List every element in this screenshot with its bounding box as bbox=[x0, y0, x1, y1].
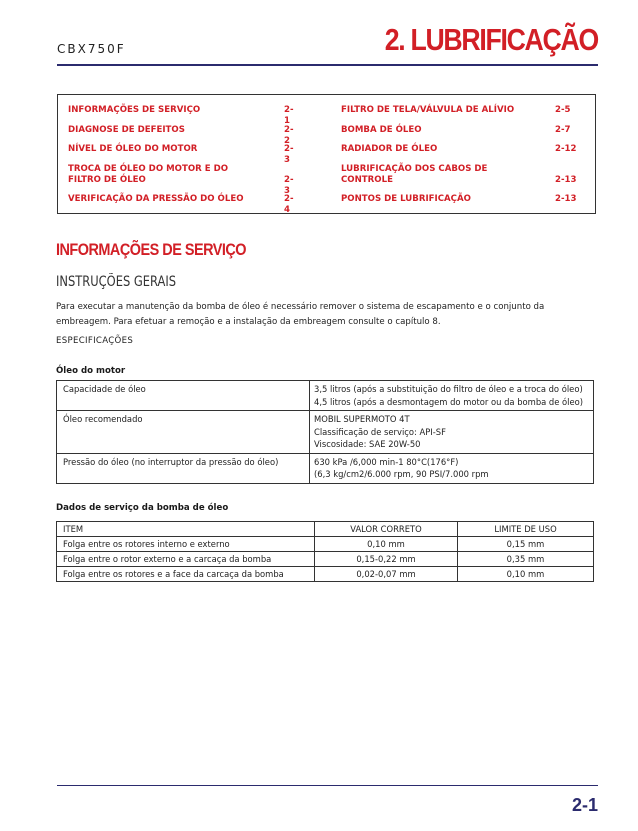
toc-item-page: 2-3 bbox=[284, 144, 294, 165]
toc-item-page: 2-2 bbox=[284, 125, 294, 146]
toc-item-title: BOMBA DE ÓLEO bbox=[341, 125, 422, 135]
header-rule bbox=[57, 64, 598, 66]
table-cell-value bbox=[310, 411, 594, 454]
table-row bbox=[57, 453, 594, 483]
value-line: 3,5 litros (após a substituição do filtro de óleo e a troca do óleo) bbox=[314, 384, 583, 394]
section-subtitle: INSTRUÇÕES GERAIS bbox=[56, 274, 177, 290]
intro-paragraph: Para executar a manutenção da bomba de óleo é necessário remover o sistema de escapamento e o conjunto da embreagem. Para efetuar a remoção e a instalação da embreagem consulte o capítulo 8. bbox=[56, 302, 545, 327]
table-cell-label: Óleo recomendado bbox=[57, 411, 310, 454]
value-line: MOBIL SUPERMOTO 4T bbox=[314, 414, 410, 424]
specs-heading: ESPECIFICAÇÕES bbox=[56, 336, 134, 346]
table-cell: 0,35 mm bbox=[458, 552, 594, 567]
toc-item-page: 2-1 bbox=[284, 105, 294, 126]
chapter-title: 2. LUBRIFICAÇÃO bbox=[384, 22, 598, 57]
toc-item-title: RADIADOR DE ÓLEO bbox=[341, 144, 438, 154]
table-cell: Folga entre os rotores e a face da carcaça da bomba bbox=[57, 567, 315, 582]
model-name: CBX750F bbox=[57, 42, 126, 56]
table-row bbox=[57, 411, 594, 454]
toc-item-diagnose[interactable] bbox=[68, 125, 298, 146]
oil-table-heading: Óleo do motor bbox=[56, 366, 126, 376]
page-number: 2-1 bbox=[571, 795, 598, 815]
column-header-limite: LIMITE DE USO bbox=[458, 522, 594, 537]
toc-item-title: TROCA DE ÓLEO DO MOTOR E DO FILTRO DE ÓLEO bbox=[68, 164, 229, 185]
toc-item-title: PONTOS DE LUBRIFICAÇÃO bbox=[341, 194, 471, 204]
table-row bbox=[57, 537, 594, 552]
toc-item-title: NÍVEL DE ÓLEO DO MOTOR bbox=[68, 144, 198, 154]
toc-item-page: 2-7 bbox=[555, 125, 571, 135]
value-line: 630 kPa /6,000 min-1 80°C(176°F) bbox=[314, 456, 459, 467]
toc-item-cabos[interactable] bbox=[341, 164, 581, 186]
toc-item-title: FILTRO DE TELA/VÁLVULA DE ALÍVIO bbox=[341, 105, 515, 115]
table-cell-value bbox=[310, 381, 594, 411]
toc-item-filtro-tela[interactable] bbox=[341, 105, 581, 116]
table-row bbox=[57, 567, 594, 582]
footer-rule bbox=[57, 785, 598, 786]
table-cell: 0,10 mm bbox=[315, 537, 458, 552]
toc-item-bomba-oleo[interactable] bbox=[341, 125, 581, 136]
table-row bbox=[57, 552, 594, 567]
value-line: Classificação de serviço: API-SF bbox=[314, 426, 446, 437]
toc-item-troca-oleo[interactable] bbox=[68, 164, 298, 196]
table-cell: 0,15 mm bbox=[458, 537, 594, 552]
toc-item-pressao-oleo[interactable] bbox=[68, 194, 298, 215]
toc-item-page: 2-3 bbox=[284, 175, 294, 196]
toc-item-page: 2-12 bbox=[555, 144, 577, 154]
toc-item-title: VERIFICAÇÃO DA PRESSÃO DO ÓLEO bbox=[68, 194, 244, 204]
value-line: 4,5 litros (após a desmontagem do motor ou da bomba de óleo) bbox=[314, 396, 584, 407]
value-line: Viscosidade: SAE 20W-50 bbox=[314, 439, 421, 449]
toc-item-page: 2-13 bbox=[555, 175, 577, 185]
table-cell-label: Capacidade de óleo bbox=[57, 381, 310, 411]
toc-item-page: 2-5 bbox=[555, 105, 571, 115]
section-title: INFORMAÇÕES DE SERVIÇO bbox=[56, 240, 247, 259]
table-row bbox=[57, 381, 594, 411]
pump-table-heading: Dados de serviço da bomba de óleo bbox=[56, 503, 229, 513]
table-cell: Folga entre o rotor externo e a carcaça da bomba bbox=[57, 552, 315, 567]
toc-item-title: INFORMAÇÕES DE SERVIÇO bbox=[68, 105, 201, 115]
table-cell: 0,10 mm bbox=[458, 567, 594, 582]
table-cell-label: Pressão do óleo (no interruptor da pressão do óleo) bbox=[57, 453, 310, 483]
table-cell-value bbox=[310, 453, 594, 483]
table-cell: 0,02-0,07 mm bbox=[315, 567, 458, 582]
toc-item-informacoes[interactable] bbox=[68, 105, 298, 126]
toc-item-nivel-oleo[interactable] bbox=[68, 144, 298, 165]
toc-item-title: LUBRIFICAÇÃO DOS CABOS DE CONTROLE bbox=[341, 164, 488, 185]
oil-spec-table bbox=[56, 380, 594, 484]
toc-item-pontos[interactable] bbox=[341, 194, 581, 205]
toc-item-radiador[interactable] bbox=[341, 144, 581, 155]
toc-item-page: 2-13 bbox=[555, 194, 577, 204]
column-header-valor: VALOR CORRETO bbox=[315, 522, 458, 537]
table-header-row bbox=[57, 522, 594, 537]
pump-service-table bbox=[56, 521, 594, 582]
toc-item-title: DIAGNOSE DE DEFEITOS bbox=[68, 125, 185, 135]
table-of-contents bbox=[57, 94, 596, 214]
value-line: (6,3 kg/cm2/6.000 rpm, 90 PSI/7.000 rpm bbox=[314, 469, 489, 479]
column-header-item: ITEM bbox=[57, 522, 315, 537]
table-cell: 0,15-0,22 mm bbox=[315, 552, 458, 567]
toc-item-page: 2-4 bbox=[284, 194, 294, 215]
table-cell: Folga entre os rotores interno e externo bbox=[57, 537, 315, 552]
